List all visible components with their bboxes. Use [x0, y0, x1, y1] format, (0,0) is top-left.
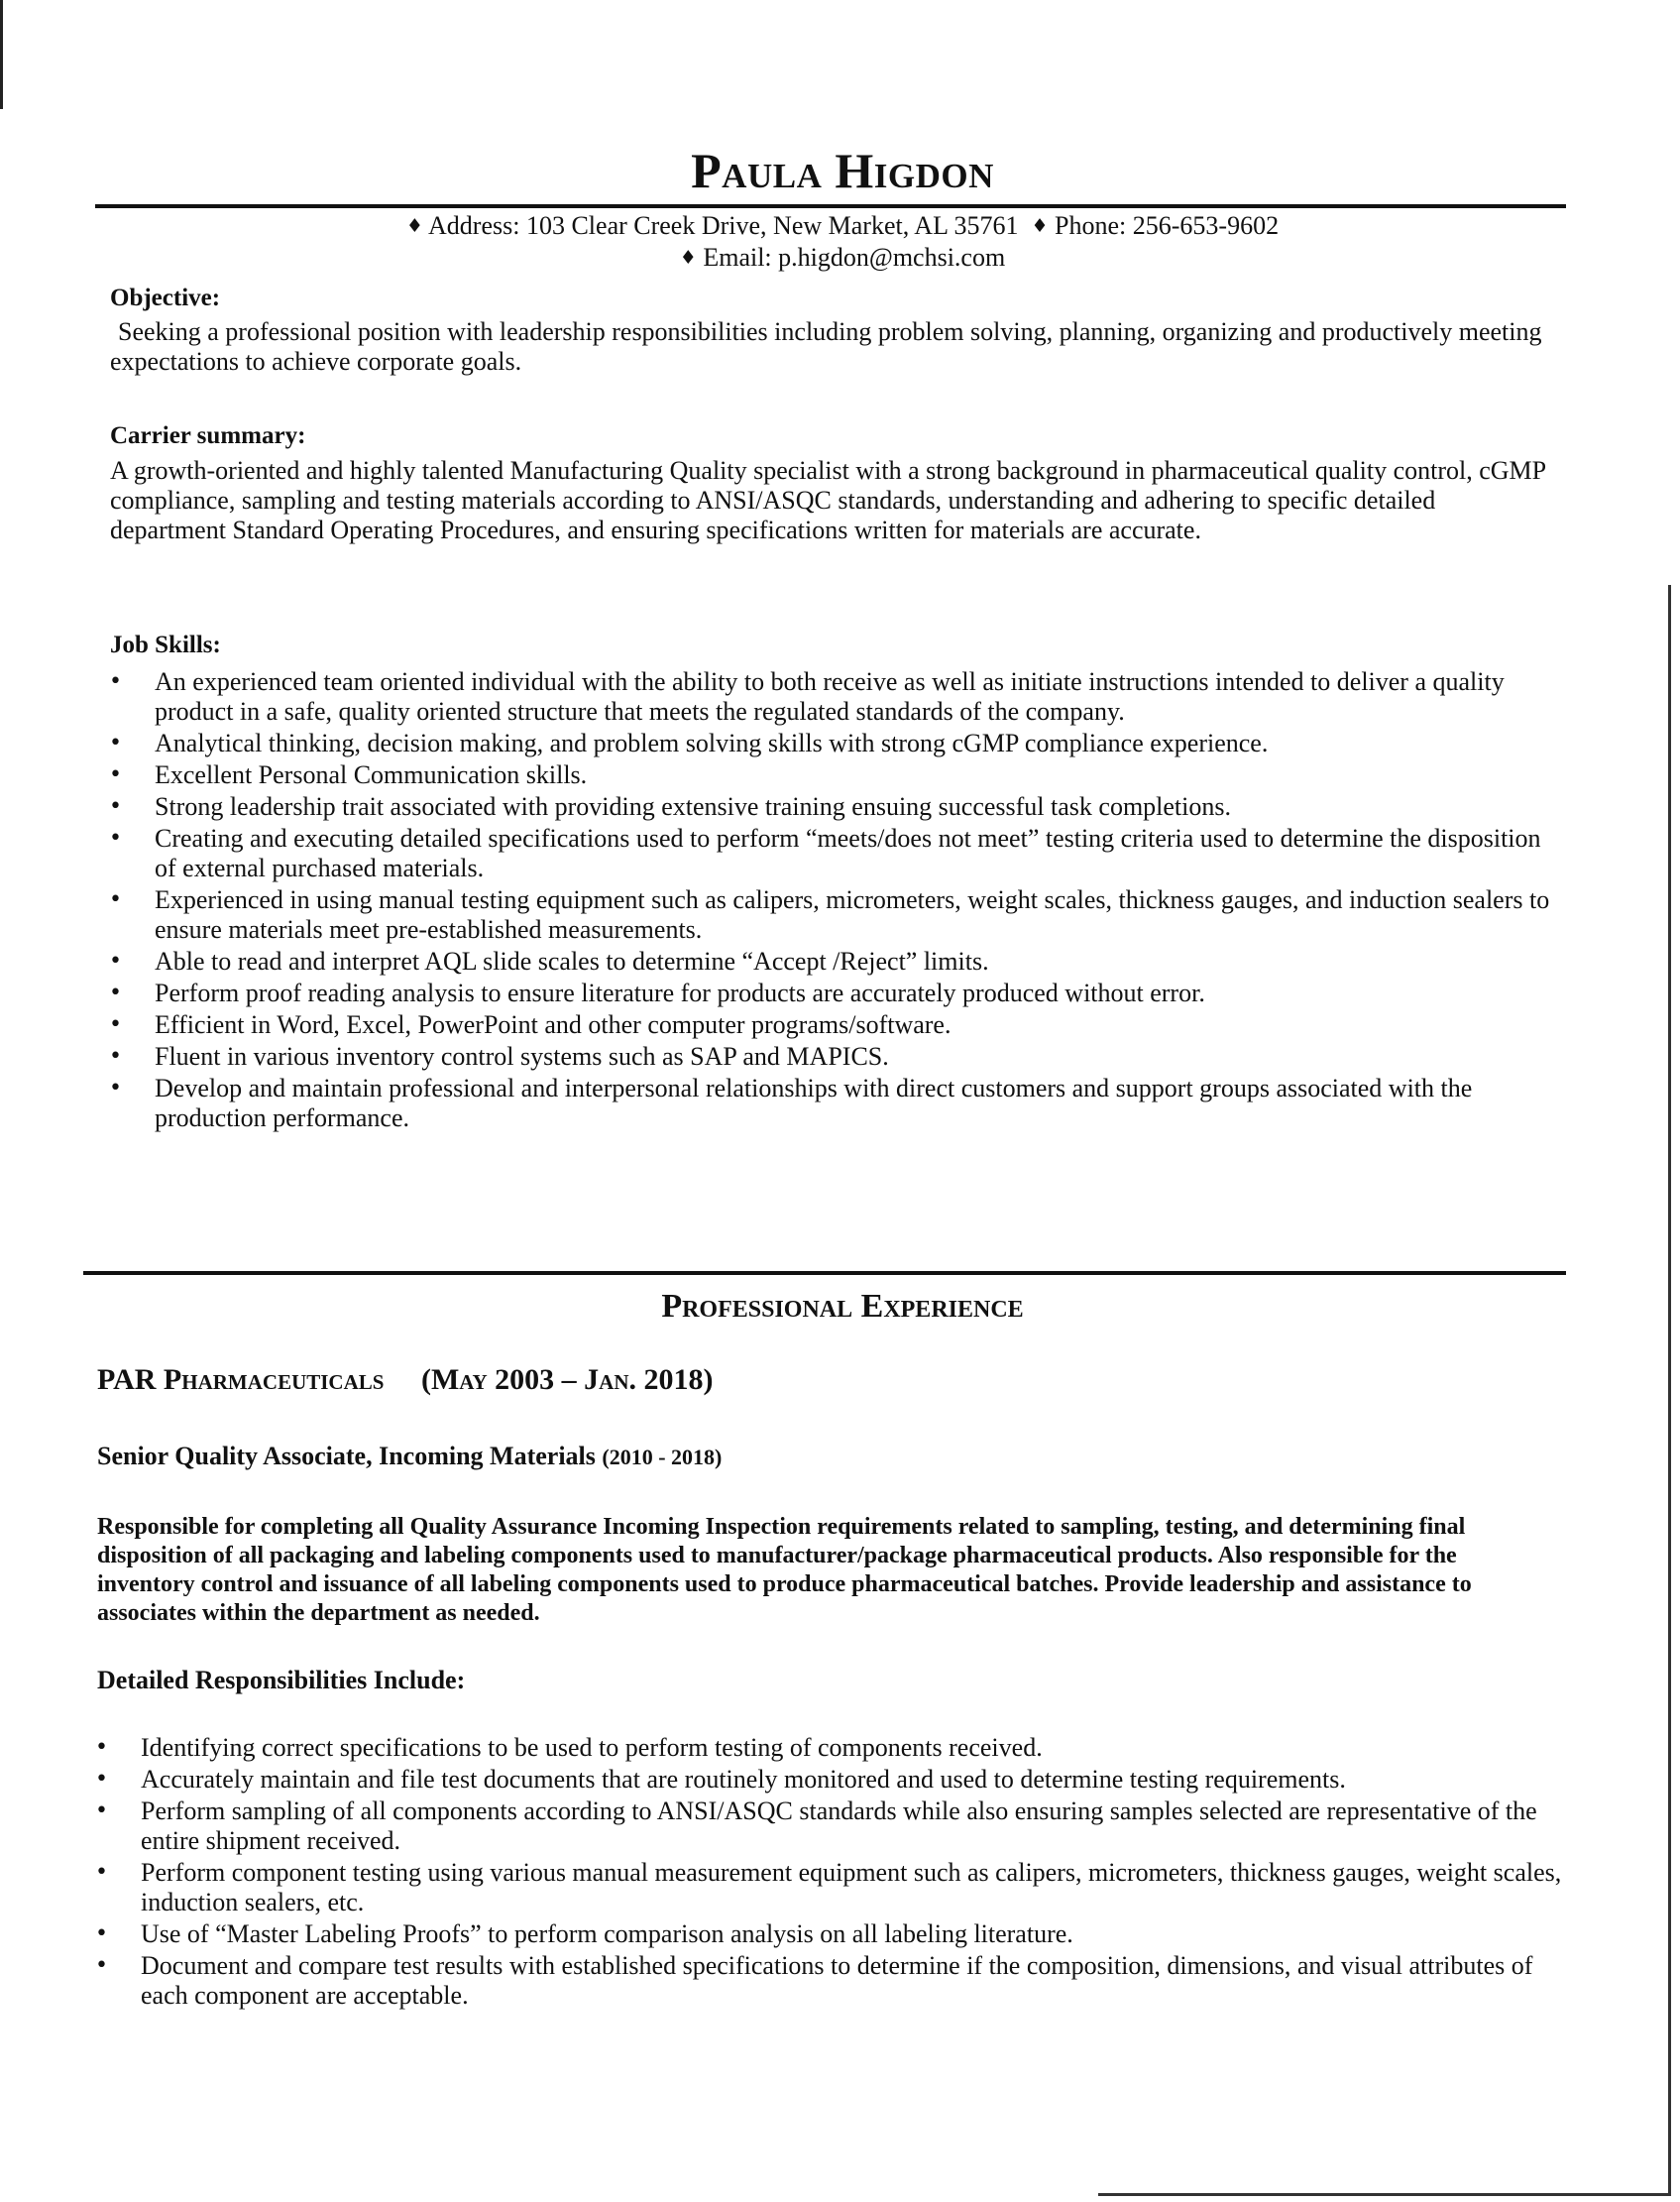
- job-title: Senior Quality Associate, Incoming Materials: [97, 1442, 596, 1470]
- summary-text: A growth-oriented and highly talented Manufacturing Quality specialist with a strong background in pharmaceutical quality control, cGMP compliance, sampling and testing materials according to ANSI/ASQC standards, understanding and adhering to specific detailed department Standard Operating Procedures, and ensuring specifications written for materials are accurate.: [110, 456, 1546, 544]
- summary-heading: Carrier summary:: [110, 422, 306, 449]
- list-item: [109, 947, 1552, 977]
- list-item-text: Identifying correct specifications to be used to perform testing of components received.: [141, 1733, 1043, 1762]
- list-item: [109, 729, 1552, 758]
- list-item: [109, 667, 1552, 727]
- bullet-icon: •: [109, 669, 122, 694]
- list-item: [109, 792, 1552, 822]
- list-item-text: Develop and maintain professional and interpersonal relationships with direct customers and support groups associated with the production performance.: [155, 1074, 1473, 1132]
- list-item: [109, 1010, 1552, 1040]
- list-item-text: Creating and executing detailed specifications used to perform “meets/does not meet” testing criteria used to determine the disposition of external purchased materials.: [155, 824, 1541, 882]
- bullet-icon: •: [95, 1767, 108, 1792]
- diamond-bullet-icon: ♦: [679, 247, 697, 269]
- list-item: [109, 979, 1552, 1008]
- skills-list: [109, 667, 1552, 1135]
- scan-edge-bottom: [1098, 2193, 1671, 2196]
- list-item: [95, 1951, 1568, 2011]
- bullet-icon: •: [95, 1953, 108, 1978]
- bullet-icon: •: [109, 794, 122, 819]
- company-name: PAR Pharmaceuticals: [97, 1363, 385, 1396]
- list-item-text: Accurately maintain and file test documents that are routinely monitored and used to determine testing requirements.: [141, 1765, 1346, 1794]
- list-item: [95, 1919, 1568, 1949]
- bullet-icon: •: [109, 1012, 122, 1037]
- list-item-text: Use of “Master Labeling Proofs” to perform comparison analysis on all labeling literature.: [141, 1919, 1073, 1948]
- list-item-text: Strong leadership trait associated with providing extensive training ensuing successful task completions.: [155, 792, 1231, 821]
- bullet-icon: •: [109, 731, 122, 755]
- diamond-bullet-icon: ♦: [405, 215, 423, 237]
- address-text: Address: 103 Clear Creek Drive, New Market, AL 35761: [428, 211, 1019, 240]
- list-item: [109, 1074, 1552, 1133]
- responsibilities-list: [95, 1733, 1568, 2013]
- list-item: [95, 1733, 1568, 1763]
- scan-edge-right: [1668, 585, 1671, 2196]
- candidate-name: Paula Higdon: [691, 143, 994, 198]
- list-item-text: Perform proof reading analysis to ensure literature for products are accurately produced without error.: [155, 979, 1205, 1007]
- list-item-text: An experienced team oriented individual with the ability to both receive as well as initiate instructions intended to deliver a quality product in a safe, quality oriented structure that meets the regulated standards of the company.: [155, 667, 1505, 726]
- list-item: [95, 1765, 1568, 1795]
- list-item-text: Excellent Personal Communication skills.: [155, 760, 588, 789]
- bullet-icon: •: [109, 826, 122, 851]
- header-divider: [95, 204, 1566, 208]
- job-title-line: [97, 1442, 722, 1472]
- experience-section-title: Professional Experience: [661, 1288, 1024, 1325]
- bullet-icon: •: [109, 887, 122, 912]
- job-description: Responsible for completing all Quality Assurance Incoming Inspection requirements related to sampling, testing, and determining final disposition of all packaging and labeling components used to manufacturer/package pharmaceutical products. Also responsible for the inventory control and issuance of all labeling components used to produce pharmaceutical batches. Provide leadership and assistance to associates within the department as needed.: [97, 1514, 1472, 1626]
- list-item-text: Fluent in various inventory control systems such as SAP and MAPICS.: [155, 1042, 889, 1071]
- contact-line-1: [99, 211, 1586, 243]
- phone-text: Phone: 256-653-9602: [1055, 211, 1280, 240]
- skills-heading: Job Skills:: [110, 632, 221, 658]
- email-text: Email: p.higdon@mchsi.com: [703, 243, 1006, 272]
- list-item-text: Perform component testing using various manual measurement equipment such as calipers, micrometers, thickness gauges, weight scales, induction sealers, etc.: [141, 1858, 1562, 1916]
- list-item-text: Efficient in Word, Excel, PowerPoint and other computer programs/software.: [155, 1010, 952, 1039]
- bullet-icon: •: [95, 1860, 108, 1885]
- contact-line-2: [99, 243, 1586, 275]
- list-item-text: Experienced in using manual testing equipment such as calipers, micrometers, weight scales, thickness gauges, and induction sealers to ensure materials meet pre-established measurements.: [155, 885, 1550, 944]
- experience-divider: [83, 1271, 1566, 1275]
- scan-edge-left: [0, 0, 3, 109]
- bullet-icon: •: [95, 1735, 108, 1760]
- bullet-icon: •: [109, 1044, 122, 1069]
- list-item: [109, 885, 1552, 945]
- diamond-bullet-icon: ♦: [1031, 215, 1049, 237]
- list-item-text: Analytical thinking, decision making, and problem solving skills with strong cGMP compliance experience.: [155, 729, 1269, 757]
- list-item-text: Perform sampling of all components according to ANSI/ASQC standards while also ensuring samples selected are representative of the entire shipment received.: [141, 1796, 1537, 1855]
- list-item: [95, 1858, 1568, 1917]
- list-item: [109, 1042, 1552, 1072]
- bullet-icon: •: [109, 981, 122, 1005]
- objective-text: Seeking a professional position with leadership responsibilities including problem solving, planning, organizing and productively meeting expectations to achieve corporate goals.: [110, 317, 1542, 376]
- bullet-icon: •: [109, 1076, 122, 1101]
- bullet-icon: •: [109, 762, 122, 787]
- responsibilities-heading: Detailed Responsibilities Include:: [97, 1666, 466, 1694]
- bullet-icon: •: [109, 949, 122, 974]
- company-line: [97, 1362, 713, 1398]
- company-dates: (May 2003 – Jan. 2018): [420, 1363, 714, 1396]
- list-item-text: Able to read and interpret AQL slide scales to determine “Accept /Reject” limits.: [155, 947, 989, 976]
- job-years: (2010 - 2018): [602, 1445, 723, 1469]
- list-item: [95, 1796, 1568, 1856]
- list-item: [109, 760, 1552, 790]
- list-item: [109, 824, 1552, 883]
- bullet-icon: •: [95, 1798, 108, 1823]
- bullet-icon: •: [95, 1921, 108, 1946]
- objective-heading: Objective:: [110, 285, 221, 311]
- list-item-text: Document and compare test results with established specifications to determine if the composition, dimensions, and visual attributes of each component are acceptable.: [141, 1951, 1533, 2010]
